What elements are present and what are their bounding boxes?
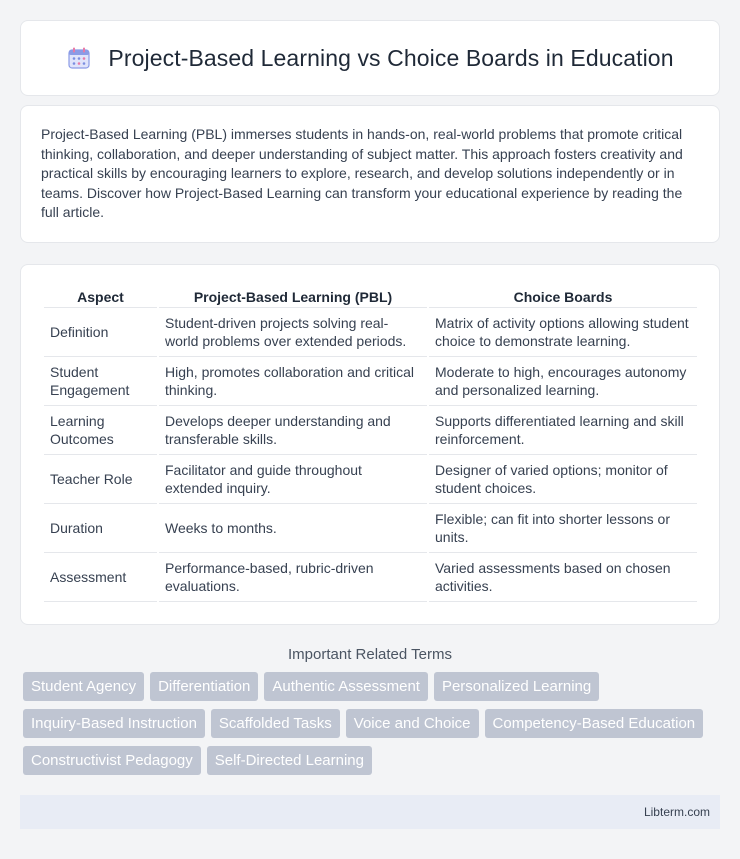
- cell-choice-boards: Designer of varied options; monitor of student choices.: [429, 455, 697, 504]
- cell-pbl: High, promotes collaboration and critical thinking.: [159, 357, 427, 406]
- intro-card: [20, 105, 720, 243]
- related-term-tag[interactable]: Student Agency: [23, 672, 144, 701]
- footer: [20, 795, 720, 829]
- related-term-tag[interactable]: Inquiry-Based Instruction: [23, 709, 205, 738]
- cell-choice-boards: Varied assessments based on chosen activities.: [429, 553, 697, 602]
- table-header-row: [44, 285, 697, 308]
- cell-pbl: Student-driven projects solving real-world problems over extended periods.: [159, 308, 427, 357]
- cell-pbl: Develops deeper understanding and transferable skills.: [159, 406, 427, 455]
- header-choice-boards: Choice Boards: [429, 285, 697, 308]
- cell-choice-boards: Moderate to high, encourages autonomy and personalized learning.: [429, 357, 697, 406]
- related-terms-list: [20, 672, 720, 775]
- related-term-tag[interactable]: Scaffolded Tasks: [211, 709, 340, 738]
- header-card: [20, 20, 720, 96]
- table-row: [44, 357, 697, 406]
- cell-aspect: Teacher Role: [44, 455, 157, 504]
- comparison-table: [42, 285, 699, 602]
- table-row: [44, 553, 697, 602]
- cell-choice-boards: Supports differentiated learning and skill reinforcement.: [429, 406, 697, 455]
- page-title: Project-Based Learning vs Choice Boards in Education: [108, 44, 674, 71]
- cell-choice-boards: Matrix of activity options allowing student choice to demonstrate learning.: [429, 308, 697, 357]
- header-pbl: Project-Based Learning (PBL): [159, 285, 427, 308]
- cell-pbl: Facilitator and guide throughout extended inquiry.: [159, 455, 427, 504]
- related-term-tag[interactable]: Personalized Learning: [434, 672, 599, 701]
- header-aspect: Aspect: [44, 285, 157, 308]
- table-row: [44, 455, 697, 504]
- comparison-table-card: [20, 264, 720, 625]
- cell-pbl: Weeks to months.: [159, 504, 427, 553]
- intro-text: Project-Based Learning (PBL) immerses students in hands-on, real-world problems that promote critical thinking, collaboration, and deeper understanding of subject matter. This approach fosters creativity and practical skills by encouraging learners to explore, research, and develop solutions independently or in teams. Discover how Project-Based Learning can transform your educational experience by reading the full article.: [41, 126, 683, 220]
- related-term-tag[interactable]: Constructivist Pedagogy: [23, 746, 201, 775]
- cell-aspect: Definition: [44, 308, 157, 357]
- related-terms-title: Important Related Terms: [288, 646, 452, 663]
- cell-aspect: Student Engagement: [44, 357, 157, 406]
- related-term-tag[interactable]: Competency-Based Education: [485, 709, 704, 738]
- cell-pbl: Performance-based, rubric-driven evaluations.: [159, 553, 427, 602]
- footer-site-link[interactable]: Libterm.com: [643, 805, 710, 819]
- calendar-grid-icon: [66, 45, 92, 71]
- table-row: [44, 308, 697, 357]
- cell-aspect: Learning Outcomes: [44, 406, 157, 455]
- cell-aspect: Assessment: [44, 553, 157, 602]
- related-term-tag[interactable]: Authentic Assessment: [264, 672, 428, 701]
- related-term-tag[interactable]: Differentiation: [150, 672, 258, 701]
- related-term-tag[interactable]: Voice and Choice: [346, 709, 479, 738]
- related-term-tag[interactable]: Self-Directed Learning: [207, 746, 372, 775]
- table-row: [44, 504, 697, 553]
- cell-choice-boards: Flexible; can fit into shorter lessons or units.: [429, 504, 697, 553]
- cell-aspect: Duration: [44, 504, 157, 553]
- table-row: [44, 406, 697, 455]
